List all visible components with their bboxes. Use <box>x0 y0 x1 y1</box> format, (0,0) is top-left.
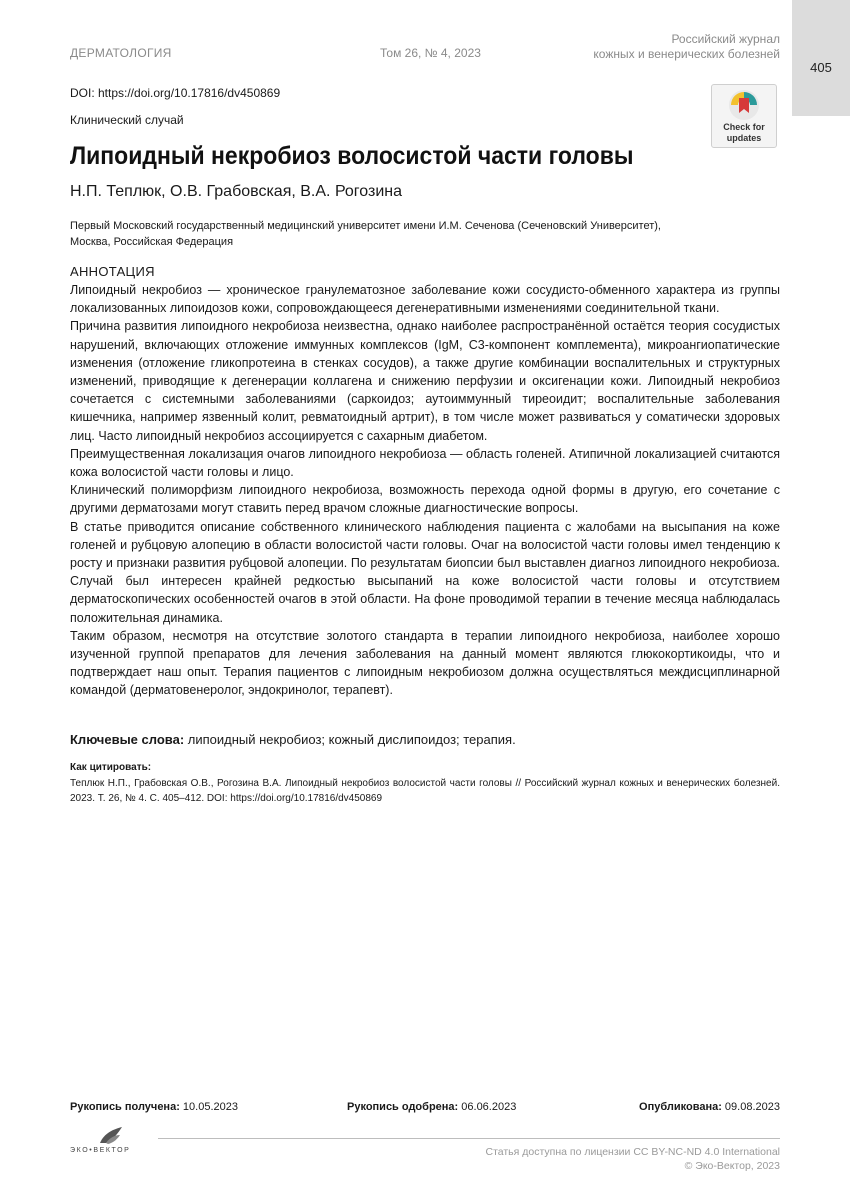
badge-label-1: Check for <box>723 122 765 132</box>
published-date <box>639 1101 780 1113</box>
article-title: Липоидный некробиоз волосистой части головы <box>70 142 634 170</box>
abstract <box>70 281 780 700</box>
abstract-heading: АННОТАЦИЯ <box>70 264 155 279</box>
copyright-text: © Эко-Вектор, 2023 <box>684 1160 780 1172</box>
journal-section: ДЕРМАТОЛОГИЯ <box>70 46 172 60</box>
crossmark-icon <box>728 89 760 121</box>
published-value: 09.08.2023 <box>721 1101 780 1113</box>
abstract-paragraph: Таким образом, несмотря на отсутствие золотого стандарта в терапии липоидного некробиоза, наиболее хорошо изученной группой препаратов для лечения заболевания на данный момент являются глюкокортикоиды, что и подтверждает наш опыт. Терапия пациентов с липоидным некробиозом должна осуществляться междисциплинарной командой (дерматовенеролог, эндокринолог, терапевт). <box>70 628 780 698</box>
journal-name-line1: Российский журнал <box>671 32 780 46</box>
page-number-tab <box>792 0 850 116</box>
journal-volume: Том 26, № 4, 2023 <box>380 46 481 60</box>
abstract-paragraph: Клинический полиморфизм липоидного некробиоза, возможность перехода одной формы в другую, его сочетание с другими дерматозами могут ставить перед врачом сложные диагностические вопросы. <box>70 483 780 516</box>
approved-label: Рукопись одобрена: <box>347 1101 459 1113</box>
abstract-paragraph: Преимущественная локализация очагов липоидного некробиоза — область голеней. Атипичной локализацией считаются кожа волосистой части головы и лицо. <box>70 446 780 480</box>
publisher-logo-text: ЭКО•ВЕКТОР <box>70 1147 131 1154</box>
footer-divider <box>158 1138 780 1139</box>
journal-name-line2: кожных и венерических болезней <box>593 47 780 61</box>
received-value: 10.05.2023 <box>179 1101 238 1113</box>
citation-text: Теплюк Н.П., Грабовская О.В., Рогозина В.А. Липоидный некробиоз волосистой части головы // Российский журнал кожных и венерических болезней. 2023. Т. 26, № 4. С. 405–412. DOI: https://doi.org/10.17816/dv450869 <box>70 778 780 804</box>
article-type: Клинический случай <box>70 113 184 127</box>
approved-value: 06.06.2023 <box>458 1101 517 1113</box>
received-label: Рукопись получена: <box>70 1101 180 1113</box>
published-label: Опубликована: <box>639 1101 722 1113</box>
check-for-updates-badge[interactable] <box>711 84 777 148</box>
affiliation <box>70 218 770 250</box>
license-text[interactable]: Статья доступна по лицензии CC BY-NC-ND 4.0 International <box>485 1146 780 1158</box>
approved-date <box>347 1101 516 1113</box>
doi-link[interactable]: DOI: https://doi.org/10.17816/dv450869 <box>70 86 281 100</box>
affiliation-line1: Первый Московский государственный медицинский университет имени И.М. Сеченова (Сеченовский Университет), <box>70 220 661 232</box>
keywords-text: липоидный некробиоз; кожный дислипоидоз; терапия. <box>184 732 516 747</box>
citation-label: Как цитировать: <box>70 762 152 773</box>
keywords-label: Ключевые слова: <box>70 732 185 747</box>
authors: Н.П. Теплюк, О.В. Грабовская, В.А. Рогозина <box>70 183 403 200</box>
affiliation-line2: Москва, Российская Федерация <box>70 236 234 248</box>
abstract-paragraph: Причина развития липоидного некробиоза неизвестна, однако наиболее распространённой остаётся теория сосудистых нарушений, включающих отложение иммунных комплексов (IgM, C3-компонент комплемента), микроангиопатические изменения (отложение гликопротеина в стенках сосудов), а также другие комбинации воспалительных и структурных изменений, приводящие к дегенерации коллагена и снижению перфузии и оксигенации кожи. Липоидный некробиоз сочетается с системными заболеваниями (саркоидоз; аутоиммунный тиреоидит; воспалительные заболевания кишечника, например язвенный колит, ревматоидный артрит), в том числе может развиваться у соматически здоровых лиц. Часто липоидный некробиоз ассоциируется с сахарным диабетом. <box>70 319 780 443</box>
keywords <box>70 732 516 747</box>
footer-license <box>485 1145 780 1173</box>
received-date <box>70 1101 238 1113</box>
abstract-paragraph: В статье приводится описание собственного клинического наблюдения пациента с жалобами на высыпания на коже голеней и рубцовую алопецию в области волосистой части головы. Очаг на волосистой части головы имел тенденцию к росту и признаки развития рубцовой алопеции. По результатам биопсии был выставлен диагноз липоидного некробиоза. Случай был интересен крайней редкостью высыпаний на коже волосистой части головы и отсутствием дерматоскопических особенностей очагов в этой области. На фоне проводимой терапии в течение месяца наблюдалась положительная динамика. <box>70 519 780 625</box>
badge-label-2: updates <box>726 133 762 143</box>
journal-name <box>593 32 780 62</box>
page-number: 405 <box>810 60 832 75</box>
abstract-paragraph: Липоидный некробиоз — хроническое гранулематозное заболевание кожи сосудисто-обменного характера из группы локализованных липоидозов кожи, сопровождающееся дегенеративными изменениями соединительной ткани. <box>70 283 780 316</box>
